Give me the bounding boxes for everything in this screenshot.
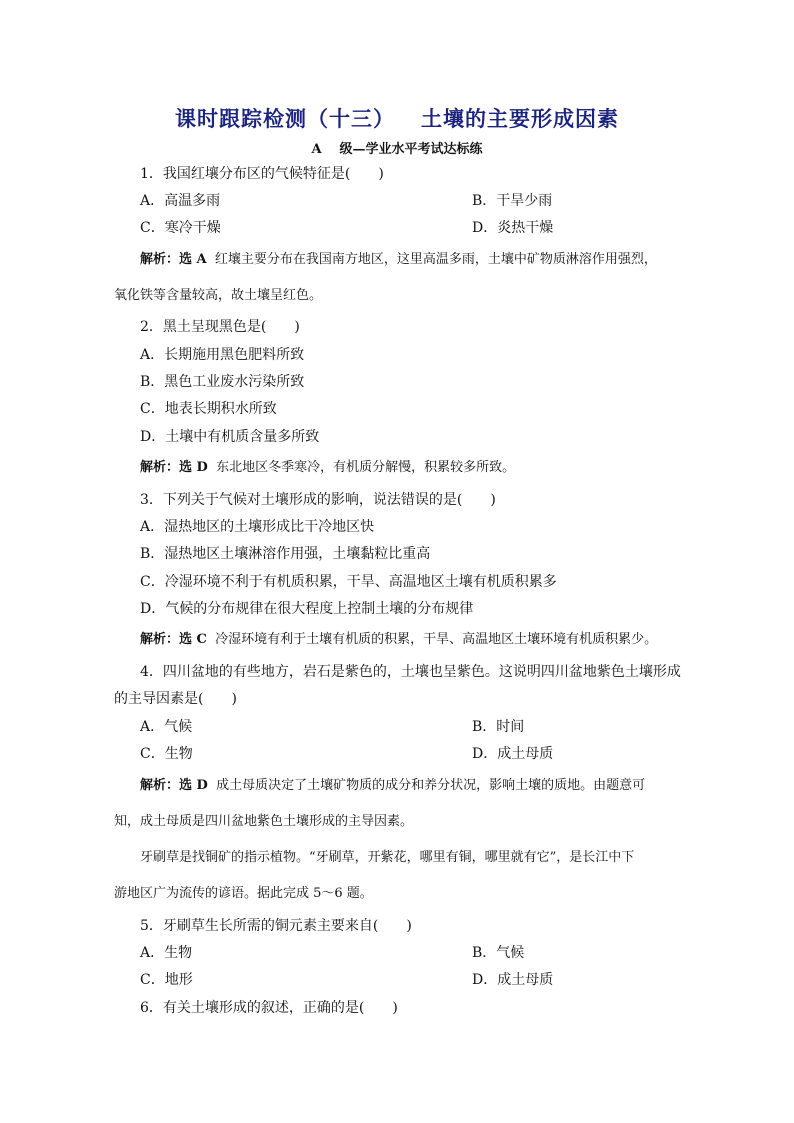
- material-text-1: 牙刷草是找铜矿的指示植物。“牙刷草，开紫花，哪里有铜，哪里就有它”，是长江中下: [140, 850, 635, 865]
- q3-analysis-label: 解析：选 C: [140, 632, 207, 647]
- q4-analysis: [140, 777, 645, 795]
- q1-analysis-text-1: 红壤主要分布在我国南方地区，这里高温多雨，土壤中矿物质淋溶作用强烈，: [214, 252, 657, 267]
- q2-option-a: A．长期施用黑色肥料所致: [140, 347, 305, 363]
- q2-option-c: C．地表长期积水所致: [140, 401, 277, 417]
- q4-option-c: C．生物: [140, 746, 193, 762]
- q1-stem: 1．我国红壤分布区的气候特征是( ): [140, 166, 384, 182]
- q1-option-c: C．寒冷干燥: [140, 220, 221, 236]
- material-text-2: 游地区广为流传的谚语。据此完成 5～6 题。: [114, 886, 373, 901]
- q2-analysis-label: 解析：选 D: [140, 460, 208, 475]
- q4-stem-1: 4．四川盆地的有些地方，岩石是紫色的，土壤也呈紫色。这说明四川盆地紫色土壤形成: [140, 664, 681, 680]
- q1-option-b: B．干旱少雨: [472, 193, 553, 209]
- q4-analysis-label: 解析：选 D: [140, 778, 208, 793]
- section-subtitle: [0, 138, 794, 157]
- title-left: 课时跟踪检测（十三）: [175, 106, 395, 131]
- q3-analysis-text-1: 冷湿环境有利于土壤有机质的积累，干旱、高温地区土壤环境有机质积累少。: [215, 632, 658, 647]
- q5-option-a: A．生物: [140, 945, 193, 961]
- q2-option-d: D．土壤中有机质含量多所致: [140, 429, 320, 445]
- q3-analysis: [140, 631, 657, 649]
- q1-analysis-text-2: 氧化铁等含量较高，故土壤呈红色。: [114, 288, 323, 303]
- q3-option-c: C．冷湿环境不利于有机质积累，干旱、高温地区土壤有机质积累多: [140, 574, 557, 590]
- q4-stem-2: 的主导因素是( ): [114, 691, 237, 707]
- q4-option-d: D．成土母质: [472, 746, 554, 762]
- q2-stem: 2．黑土呈现黑色是( ): [140, 319, 300, 335]
- q1-option-a: A．高温多雨: [140, 193, 221, 209]
- subtitle-text: 级—学业水平考试达标练: [339, 142, 483, 157]
- q1-option-d: D．炎热干燥: [472, 220, 554, 236]
- q3-option-b: B．湿热地区土壤淋溶作用强，土壤黏粒比重高: [140, 546, 431, 562]
- q4-analysis-text-1: 成土母质决定了土壤矿物质的成分和养分状况，影响土壤的质地。由题意可: [216, 778, 646, 793]
- q5-option-d: D．成土母质: [472, 972, 554, 988]
- q2-analysis: [140, 459, 515, 477]
- q1-analysis-label: 解析：选 A: [140, 252, 207, 267]
- q6-stem: 6．有关土壤形成的叙述，正确的是( ): [140, 1000, 398, 1016]
- q5-option-c: C．地形: [140, 972, 193, 988]
- q2-option-b: B．黑色工业废水污染所致: [140, 374, 305, 390]
- q4-option-a: A．气候: [140, 719, 193, 735]
- q4-analysis-text-2: 知，成土母质是四川盆地紫色土壤形成的主导因素。: [114, 814, 414, 829]
- q5-option-b: B．气候: [472, 945, 525, 961]
- q5-stem: 5．牙刷草生长所需的铜元素主要来自( ): [140, 918, 412, 934]
- page-title: [0, 103, 794, 133]
- q4-option-b: B．时间: [472, 719, 525, 735]
- q3-stem: 3．下列关于气候对土壤形成的影响，说法错误的是( ): [140, 492, 496, 508]
- q2-analysis-text-1: 东北地区冬季寒冷，有机质分解慢，积累较多所致。: [216, 460, 516, 475]
- title-right: 土壤的主要形成因素: [421, 106, 619, 131]
- subtitle-level: A: [311, 142, 322, 157]
- q3-option-d: D．气候的分布规律在很大程度上控制土壤的分布规律: [140, 601, 474, 617]
- q1-analysis: [140, 251, 657, 269]
- q3-option-a: A．湿热地区的土壤形成比干冷地区快: [140, 519, 375, 535]
